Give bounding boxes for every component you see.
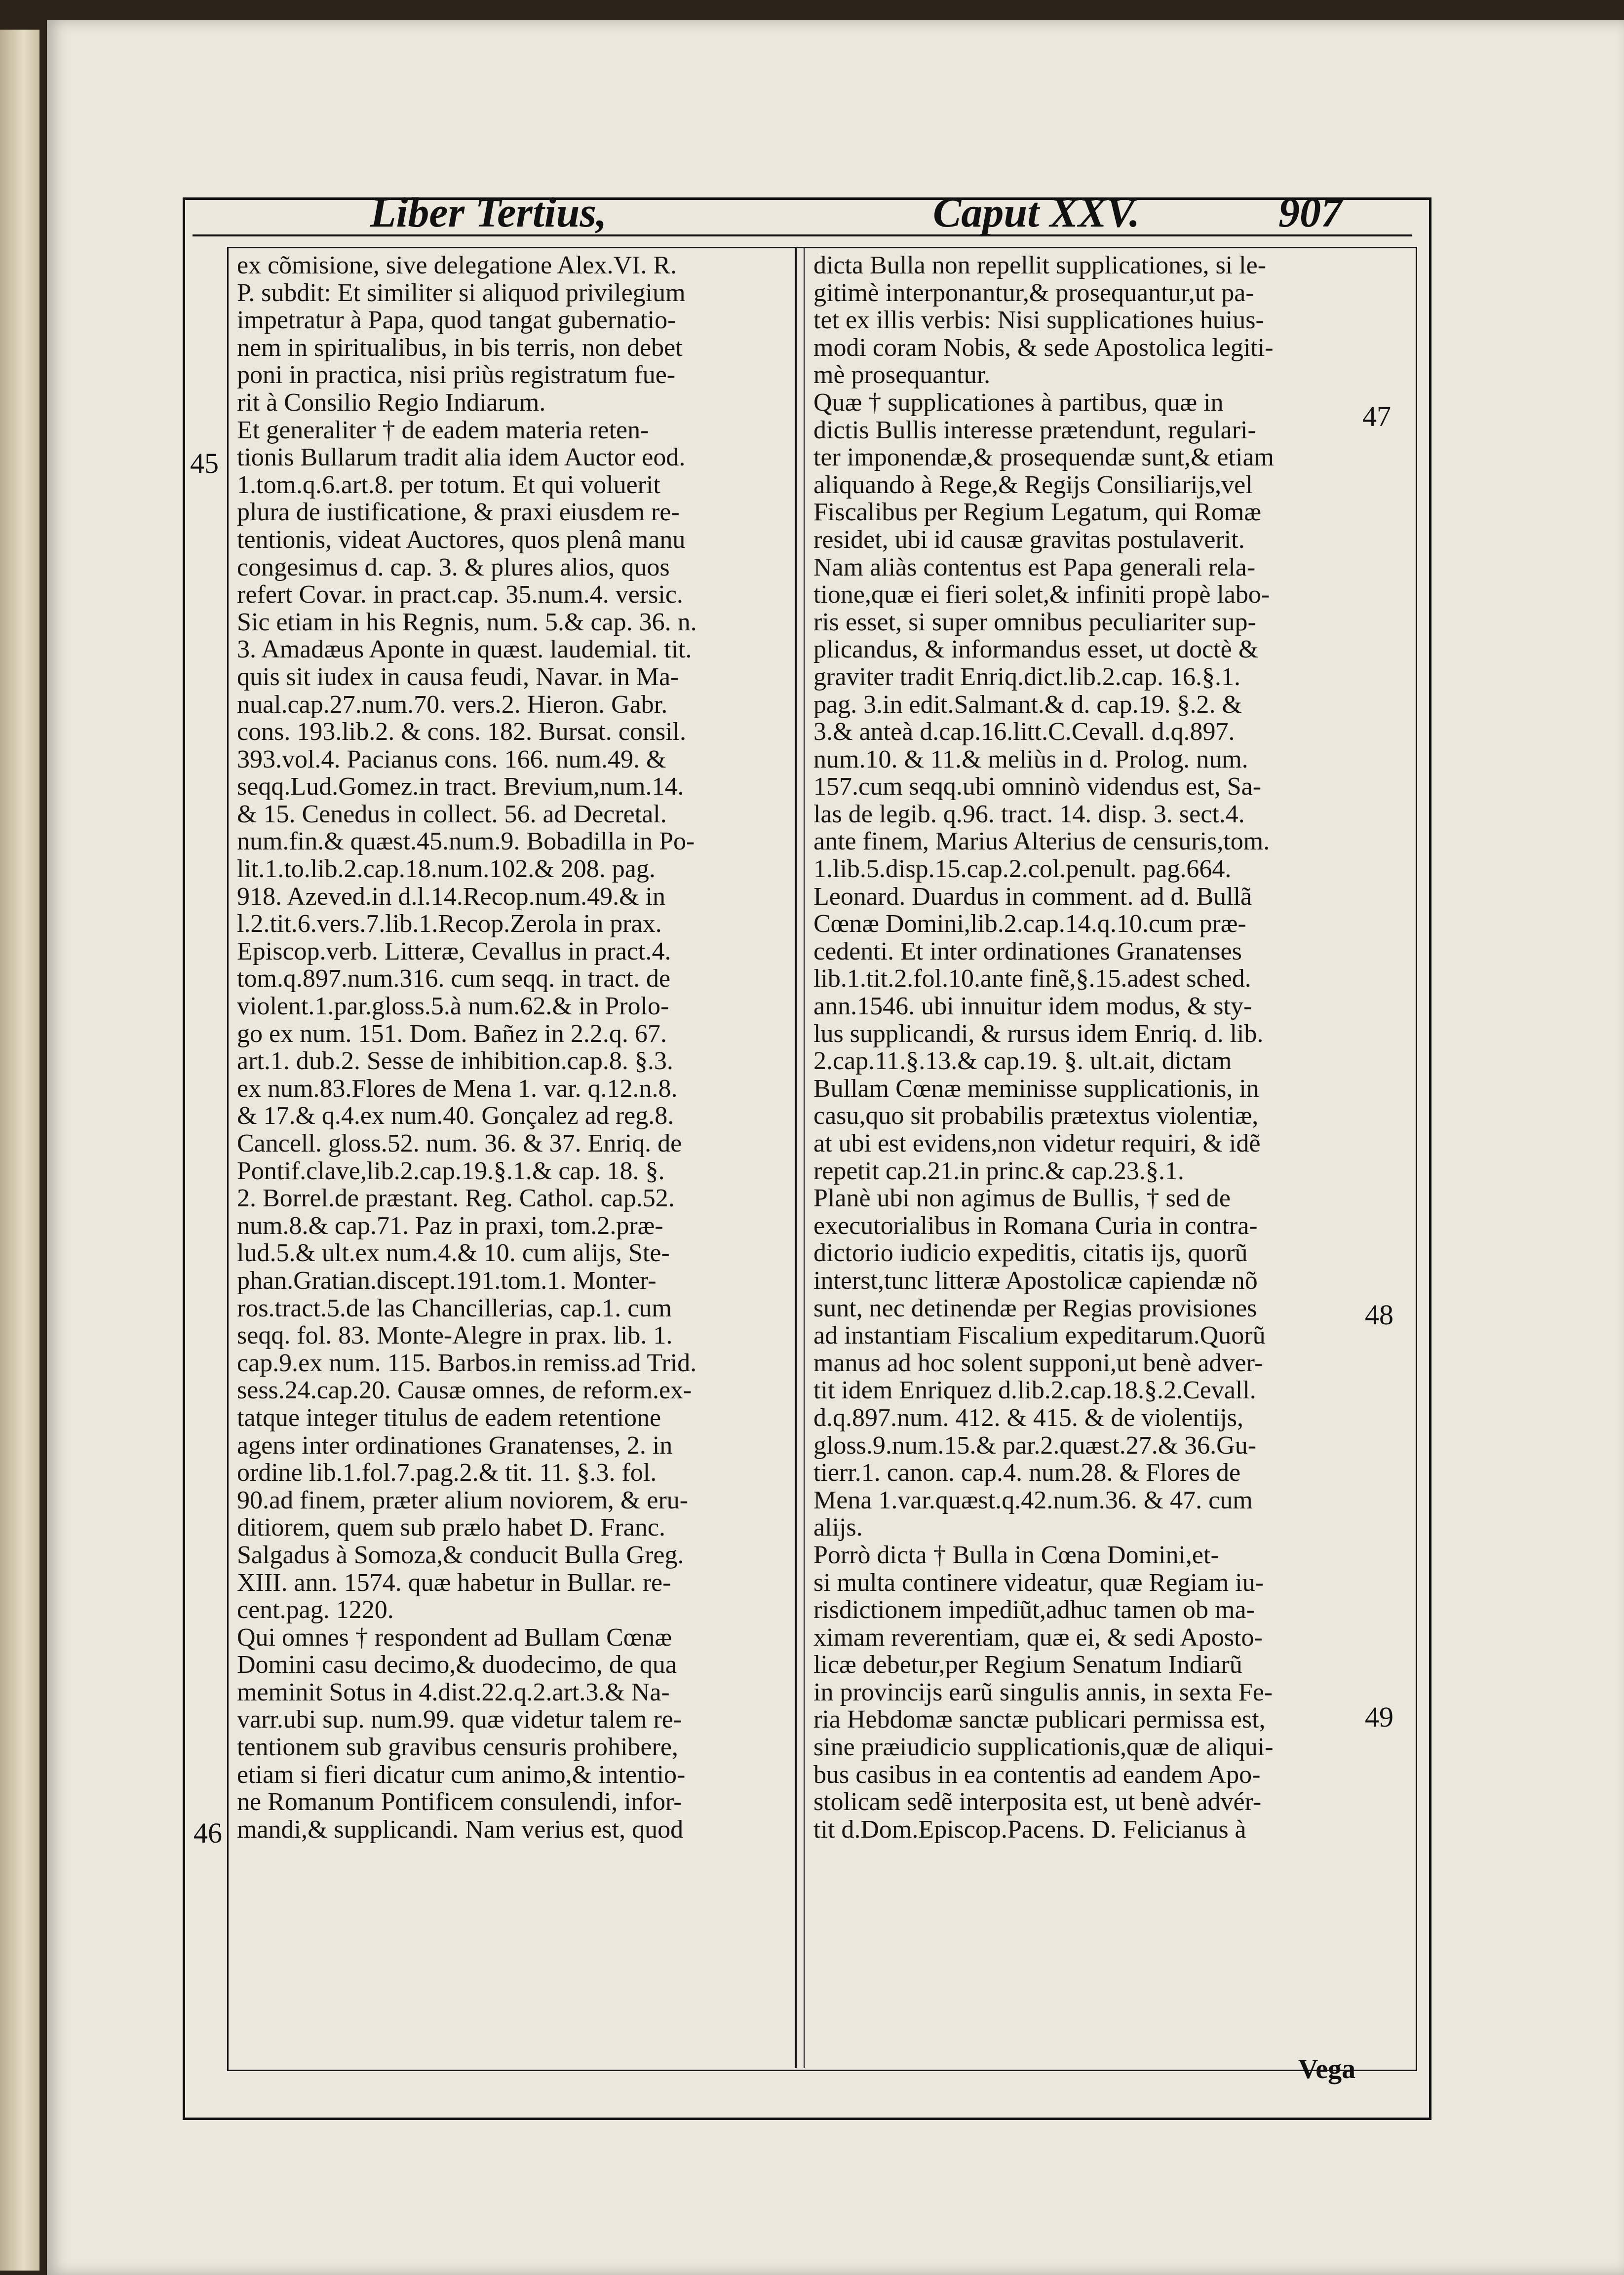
text-line: cap.9.ex num. 115. Barbos.in remiss.ad Trid.: [237, 1349, 697, 1377]
text-line: gitimè interponantur,& prosequantur,ut pa-: [813, 279, 1254, 307]
text-line: ter imponendæ,& prosequendæ sunt,& etiam: [813, 444, 1274, 471]
text-line: 2. Borrel.de præstant. Reg. Cathol. cap.52.: [237, 1185, 675, 1212]
text-line: casu,quo sit probabilis prætextus violentiæ,: [813, 1102, 1259, 1130]
text-line: gloss.9.num.15.& par.2.quæst.27.& 36.Gu-: [813, 1431, 1257, 1460]
text-line: si multa continere videatur, quæ Regiam iu-: [813, 1569, 1264, 1597]
text-line: lus supplicandi, & rursus idem Enriq. d. lib.: [813, 1020, 1264, 1048]
text-line: ximam reverentiam, quæ ei, & sedi Aposto-: [813, 1623, 1263, 1652]
text-line: phan.Gratian.discept.191.tom.1. Monter-: [237, 1267, 657, 1295]
text-line: Mena 1.var.quæst.q.42.num.36. & 47. cum: [813, 1486, 1253, 1514]
text-line: num.10. & 11.& meliùs in d. Prolog. num.: [813, 745, 1248, 773]
text-line: at ubi est evidens,non videtur requiri, & idẽ: [813, 1130, 1261, 1157]
text-line: ros.tract.5.de las Chancillerias, cap.1. cum: [237, 1294, 672, 1322]
text-line: lud.5.& ult.ex num.4.& 10. cum alijs, Ste-: [237, 1239, 670, 1267]
text-line: plura de iustificatione, & praxi eiusdem re-: [237, 499, 680, 526]
text-line: varr.ubi sup. num.99. quæ videtur talem re-: [237, 1706, 682, 1734]
text-line: 3. Amadæus Aponte in quæst. laudemial. tit.: [237, 636, 692, 663]
text-line: etiam si fieri dicatur cum animo,& intentio-: [237, 1761, 686, 1789]
text-line: Domini casu decimo,& duodecimo, de qua: [237, 1651, 677, 1679]
text-line: graviter tradit Enriq.dict.lib.2.cap. 16.§.1.: [813, 663, 1240, 691]
text-line: seqq. fol. 83. Monte-Alegre in prax. lib. 1.: [237, 1322, 673, 1350]
text-line: 3.& anteà d.cap.16.litt.C.Cevall. d.q.897.: [813, 718, 1235, 746]
text-line: cent.pag. 1220.: [237, 1596, 394, 1624]
text-line: tentionem sub gravibus censuris prohibere,: [237, 1734, 678, 1761]
text-line: 157.cum seqq.ubi omninò videndus est, Sa-: [813, 773, 1262, 801]
text-line: mandi,& supplicandi. Nam verius est, quod: [237, 1815, 684, 1844]
text-line: Nam aliàs contentus est Papa generali rela-: [813, 553, 1256, 581]
text-line: d.q.897.num. 412. & 415. & de violentijs,: [813, 1404, 1243, 1432]
text-line: P. subdit: Et similiter si aliquod privilegium: [237, 279, 686, 307]
text-line: ditiorem, quem sub prælo habet D. Franc.: [237, 1514, 665, 1542]
text-line: cedenti. Et inter ordinationes Granatenses: [813, 937, 1242, 965]
text-line: risdictionem impediũt,adhuc tamen ob ma-: [813, 1596, 1255, 1624]
text-line: rit à Consilio Regio Indiarum.: [237, 388, 546, 417]
text-line: sess.24.cap.20. Causæ omnes, de reform.ex-: [237, 1377, 692, 1404]
text-line: sine præiudicio supplicationis,quæ de aliqui-: [813, 1734, 1274, 1761]
text-line: Quæ † supplicationes à partibus, quæ in: [813, 388, 1224, 417]
right-text-column: [813, 252, 1356, 1843]
column-divider: [795, 247, 797, 2068]
text-line: go ex num. 151. Dom. Bañez in 2.2.q. 67.: [237, 1020, 667, 1048]
running-head-chapter: Caput XXV.: [933, 189, 1140, 236]
text-line: Cœnæ Domini,lib.2.cap.14.q.10.cum præ-: [813, 910, 1246, 938]
text-line: ex cõmisione, sive delegatione Alex.VI. R.: [237, 252, 677, 279]
text-line: & 17.& q.4.ex num.40. Gonçalez ad reg.8.: [237, 1102, 674, 1130]
text-line: lib.1.tit.2.fol.10.ante finẽ,§.15.adest sched.: [813, 965, 1251, 993]
left-text-column: [237, 252, 785, 1843]
text-line: modi coram Nobis, & sede Apostolica legiti-: [813, 334, 1274, 362]
text-line: 90.ad finem, præter alium noviorem, & eru-: [237, 1486, 689, 1514]
text-line: ria Hebdomæ sanctæ publicari permissa est,: [813, 1706, 1266, 1734]
text-line: Salgadus à Somoza,& conducit Bulla Greg.: [237, 1541, 684, 1569]
margin-number: 48: [1365, 1299, 1393, 1331]
text-line: nual.cap.27.num.70. vers.2. Hieron. Gabr.: [237, 691, 668, 719]
catchword: Vega: [1298, 2054, 1356, 2084]
text-line: pag. 3.in edit.Salmant.& d. cap.19. §.2. &: [813, 691, 1242, 719]
text-line: Fiscalibus per Regium Legatum, qui Romæ: [813, 499, 1262, 526]
text-line: Bullam Cœnæ meminisse supplicationis, in: [813, 1075, 1259, 1103]
margin-number: 45: [190, 447, 219, 479]
margin-number: 49: [1365, 1701, 1393, 1733]
text-line: 918. Azeved.in d.l.14.Recop.num.49.& in: [237, 883, 666, 911]
text-line: interst,tunc litteræ Apostolicæ capiendæ nõ: [813, 1267, 1258, 1295]
text-line: dictis Bullis interesse prætendunt, regulari-: [813, 416, 1256, 444]
text-line: tatque integer titulus de eadem retentione: [237, 1404, 661, 1432]
text-line: ann.1546. ubi innuitur idem modus, & sty-: [813, 993, 1252, 1020]
text-line: ad instantiam Fiscalium expeditarum.Quorũ: [813, 1322, 1266, 1350]
text-line: ex num.83.Flores de Mena 1. var. q.12.n.8.: [237, 1075, 678, 1103]
margin-number: 46: [193, 1817, 222, 1849]
text-line: stolicam sedẽ interposita est, ut benè advér-: [813, 1788, 1262, 1816]
text-line: lit.1.to.lib.2.cap.18.num.102.& 208. pag.: [237, 855, 656, 883]
text-line: tet ex illis verbis: Nisi supplicationes huius-: [813, 307, 1264, 334]
text-line: Et generaliter † de eadem materia reten-: [237, 416, 649, 444]
text-line: 1.tom.q.6.art.8. per totum. Et qui voluerit: [237, 471, 660, 499]
text-line: quis sit iudex in causa feudi, Navar. in Ma-: [237, 663, 679, 691]
text-line: Pontif.clave,lib.2.cap.19.§.1.& cap. 18. §.: [237, 1157, 665, 1185]
text-line: l.2.tit.6.vers.7.lib.1.Recop.Zerola in prax.: [237, 910, 662, 938]
text-line: executorialibus in Romana Curia in contra-: [813, 1212, 1258, 1240]
text-line: 393.vol.4. Pacianus cons. 166. num.49. &: [237, 745, 666, 773]
text-line: aliquando à Rege,& Regijs Consiliarijs,vel: [813, 471, 1253, 499]
text-line: Episcop.verb. Litteræ, Cevallus in pract.4.: [237, 937, 671, 965]
text-line: in provincijs earũ singulis annis, in sexta Fe-: [813, 1678, 1273, 1706]
text-line: seqq.Lud.Gomez.in tract. Brevium,num.14.: [237, 773, 684, 801]
running-head-book: Liber Tertius,: [370, 189, 607, 236]
text-line: tit d.Dom.Episcop.Pacens. D. Felicianus à: [813, 1815, 1246, 1844]
text-line: Cancell. gloss.52. num. 36. & 37. Enriq. de: [237, 1130, 682, 1157]
text-line: poni in practica, nisi priùs registratum fue-: [237, 361, 676, 389]
text-line: tit idem Enriquez d.lib.2.cap.18.§.2.Cevall.: [813, 1377, 1256, 1404]
text-line: num.8.& cap.71. Paz in praxi, tom.2.præ-: [237, 1212, 663, 1240]
text-line: ordine lib.1.fol.7.pag.2.& tit. 11. §.3. fol.: [237, 1459, 657, 1487]
margin-number: 47: [1362, 400, 1391, 432]
text-line: alijs.: [813, 1514, 863, 1542]
text-line: nem in spiritualibus, in bis terris, non debet: [237, 334, 683, 362]
text-line: las de legib. q.96. tract. 14. disp. 3. sect.4.: [813, 800, 1245, 828]
text-line: bus casibus in ea contentis ad eandem Apo-: [813, 1761, 1261, 1789]
text-line: plicandus, & informandus esset, ut doctè &: [813, 636, 1259, 663]
text-line: impetratur à Papa, quod tangat gubernatio-: [237, 307, 676, 334]
text-line: tom.q.897.num.316. cum seqq. in tract. de: [237, 965, 671, 993]
text-line: Sic etiam in his Regnis, num. 5.& cap. 36. n.: [237, 608, 697, 636]
text-line: dictorio iudicio expeditis, citatis ijs, quorũ: [813, 1239, 1248, 1267]
text-line: Leonard. Duardus in comment. ad d. Bullã: [813, 883, 1252, 911]
text-line: meminit Sotus in 4.dist.22.q.2.art.3.& Na-: [237, 1678, 670, 1706]
text-line: ris esset, si super omnibus peculiariter sup-: [813, 608, 1256, 636]
text-line: repetit cap.21.in princ.& cap.23.§.1.: [813, 1157, 1184, 1185]
text-line: ne Romanum Pontificem consulendi, infor-: [237, 1788, 682, 1816]
text-line: residet, ubi id causæ gravitas postulaverit.: [813, 526, 1245, 554]
text-line: XIII. ann. 1574. quæ habetur in Bullar. re-: [237, 1569, 671, 1597]
previous-page-edge: [0, 30, 39, 2271]
text-line: congesimus d. cap. 3. & plures alios, quos: [237, 553, 670, 581]
text-line: manus ad hoc solent supponi,ut benè adver-: [813, 1349, 1263, 1377]
text-line: art.1. dub.2. Sesse de inhibition.cap.8. §.3.: [237, 1047, 673, 1075]
text-line: tione,quæ ei fieri solet,& infiniti propè labo-: [813, 581, 1270, 609]
text-line: licæ debetur,per Regium Senatum Indiarũ: [813, 1651, 1242, 1679]
text-line: & 15. Cenedus in collect. 56. ad Decretal.: [237, 800, 667, 828]
page-number: 907: [1278, 189, 1342, 236]
text-line: Porrò dicta † Bulla in Cœna Domini,et-: [813, 1541, 1219, 1569]
text-line: dicta Bulla non repellit supplicationes, si le-: [813, 252, 1267, 279]
text-line: violent.1.par.gloss.5.à num.62.& in Prolo-: [237, 993, 669, 1020]
text-line: num.fin.& quæst.45.num.9. Bobadilla in Po-: [237, 828, 695, 856]
text-line: 1.lib.5.disp.15.cap.2.col.penult. pag.664.: [813, 855, 1232, 883]
text-line: 2.cap.11.§.13.& cap.19. §. ult.ait, dictam: [813, 1047, 1232, 1075]
text-line: tierr.1. canon. cap.4. num.28. & Flores de: [813, 1459, 1241, 1487]
text-line: tentionis, videat Auctores, quos plenâ manu: [237, 526, 686, 554]
text-line: refert Covar. in pract.cap. 35.num.4. versic.: [237, 581, 683, 609]
column-divider-inner: [804, 247, 805, 2068]
text-line: sunt, nec detinendæ per Regias provisiones: [813, 1294, 1257, 1322]
text-line: tionis Bullarum tradit alia idem Auctor eod.: [237, 444, 686, 471]
text-line: ante finem, Marius Alterius de censuris,tom.: [813, 828, 1270, 856]
text-line: cons. 193.lib.2. & cons. 182. Bursat. consil.: [237, 718, 686, 746]
text-line: Planè ubi non agimus de Bullis, † sed de: [813, 1185, 1231, 1212]
text-line: Qui omnes † respondent ad Bullam Cœnæ: [237, 1623, 672, 1652]
text-line: agens inter ordinationes Granatenses, 2. in: [237, 1431, 673, 1460]
text-line: mè prosequantur.: [813, 361, 991, 389]
